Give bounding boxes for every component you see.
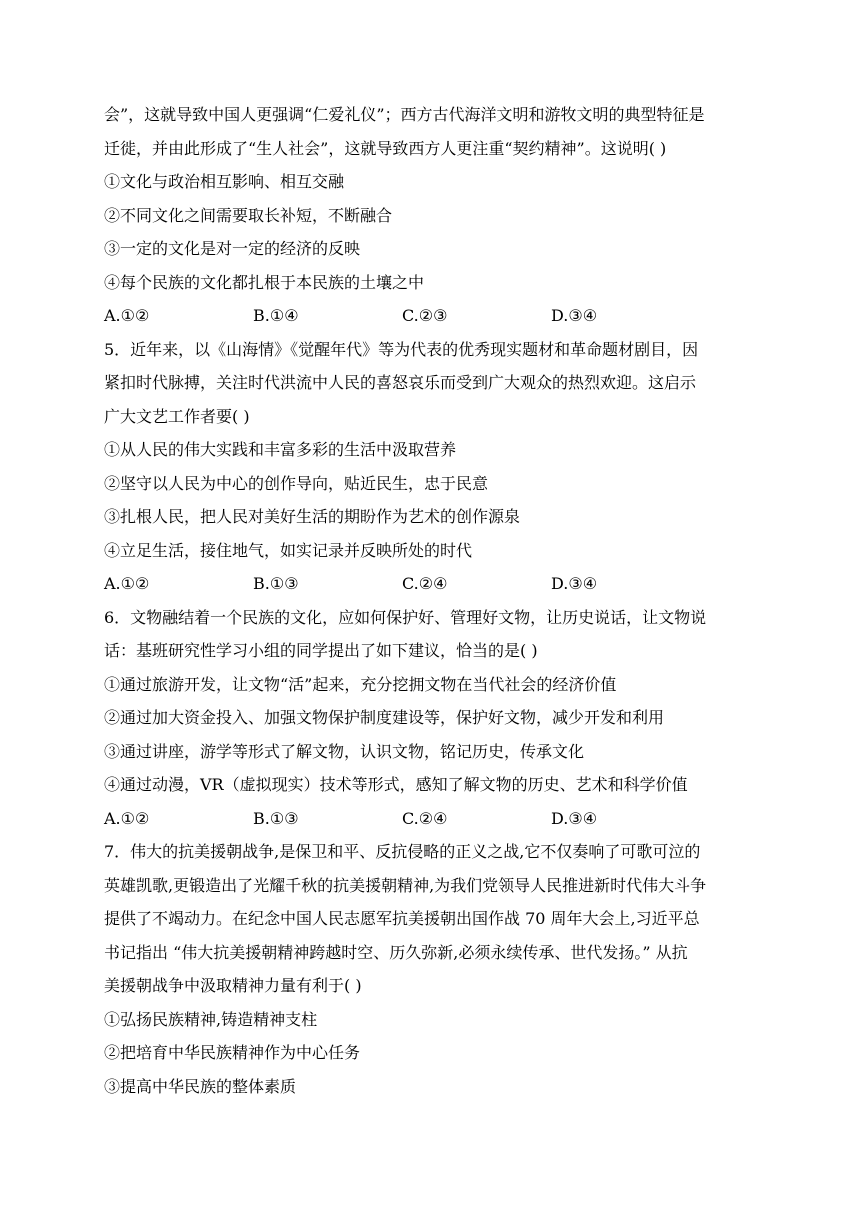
- statement-item: ③一定的文化是对一定的经济的反映: [104, 239, 361, 258]
- statement-item: ③提高中华民族的整体素质: [104, 1076, 297, 1096]
- option-a: A.①②: [104, 808, 150, 828]
- option-d: D.③④: [551, 574, 598, 593]
- question-text-line: 5．近年来，以《山海情》《觉醒年代》等为代表的优秀现实题材和革命题材剧目，因: [104, 339, 699, 359]
- question-7: [104, 835, 764, 1103]
- question-text-line: 迁徙，并由此形成了“生人社会”，这就导致西方人更注重“契约精神”。这说明( ): [104, 138, 667, 158]
- statement-item: ②不同文化之间需要取长补短，不断融合: [104, 205, 393, 225]
- statement-item: ④每个民族的文化都扎根于本民族的土壤之中: [104, 272, 425, 292]
- statement-item: ④通过动漫，VR（虚拟现实）技术等形式，感知了解文物的历史、艺术和科学价值: [104, 775, 688, 794]
- statement-item: ④立足生活，接住地气，如实记录并反映所处的时代: [104, 540, 473, 560]
- question-6: [104, 601, 764, 836]
- answer-options: [104, 802, 764, 836]
- question-text-line: 紧扣时代脉搏，关注时代洪流中人民的喜怒哀乐而受到广大观众的热烈欢迎。这启示: [104, 373, 697, 392]
- question-text-line: 话：基班研究性学习小组的同学提出了如下建议，恰当的是( ): [104, 641, 538, 660]
- statement-item: ①弘扬民族精神,铸造精神支柱: [104, 1009, 318, 1029]
- question-text-line: 英雄凯歌,更锻造出了光耀千秋的抗美援朝精神,为我们党领导人民推进新时代伟大斗争: [104, 875, 707, 895]
- option-a: A.①②: [104, 306, 150, 325]
- option-d: D.③④: [551, 808, 598, 828]
- statement-item: ①通过旅游开发，让文物“活”起来，充分挖拥文物在当代社会的经济价值: [104, 674, 617, 694]
- question-4-fragment: [104, 98, 764, 333]
- question-text-line: 美援朝战争中汲取精神力量有利于( ): [104, 976, 362, 995]
- question-text-line: 6．文物融结着一个民族的文化，应如何保护好、管理好文物，让历史说话，让文物说: [104, 607, 707, 627]
- option-b: B.①③: [253, 574, 299, 593]
- option-c: C.②④: [402, 574, 448, 593]
- statement-item: ②把培育中华民族精神作为中心任务: [104, 1043, 361, 1062]
- option-b: B.①③: [253, 808, 299, 828]
- statement-item: ③扎根人民，把人民对美好生活的期盼作为艺术的创作源泉: [104, 507, 521, 526]
- question-5: [104, 333, 764, 601]
- question-text-line: 7．伟大的抗美援朝战争,是保卫和平、反抗侵略的正义之战,它不仅奏响了可歌可泣的: [104, 842, 701, 861]
- statement-item: ①从人民的伟大实践和丰富多彩的生活中汲取营养: [104, 440, 457, 459]
- question-text-line: 提供了不竭动力。在纪念中国人民志愿军抗美援朝出国作战 70 周年大会上,习近平总: [104, 909, 700, 928]
- document-page: [104, 98, 764, 1103]
- option-c: C.②③: [402, 306, 448, 325]
- statement-item: ①文化与政治相互影响、相互交融: [104, 172, 345, 191]
- question-text-line: 广大文艺工作者要( ): [104, 406, 250, 426]
- option-d: D.③④: [551, 306, 598, 325]
- option-a: A.①②: [104, 574, 150, 593]
- statement-item: ③通过讲座，游学等形式了解文物，认识文物，铭记历史，传承文化: [104, 741, 585, 761]
- answer-options: [104, 567, 764, 601]
- statement-item: ②通过加大资金投入、加强文物保护制度建设等，保护好文物，减少开发和利用: [104, 708, 665, 727]
- answer-options: [104, 299, 764, 333]
- question-text-line: 书记指出 “伟大抗美援朝精神跨越时空、历久弥新,必须永续传承、世代发扬。” 从抗: [104, 942, 688, 962]
- option-c: C.②④: [402, 808, 448, 828]
- statement-item: ②坚守以人民为中心的创作导向，贴近民生，忠于民意: [104, 473, 489, 493]
- option-b: B.①④: [253, 306, 299, 325]
- question-text-line: 会”，这就导致中国人更强调“仁爱礼仪”；西方古代海洋文明和游牧文明的典型特征是: [104, 105, 705, 124]
